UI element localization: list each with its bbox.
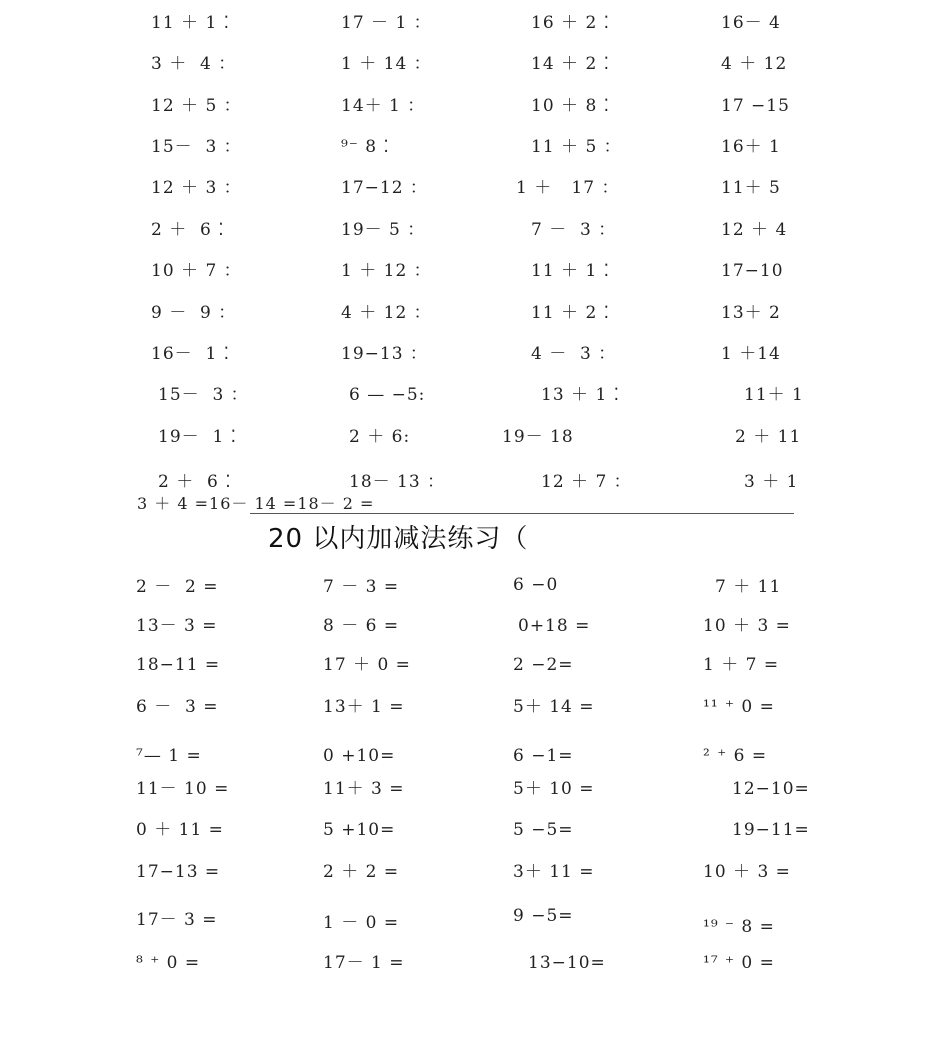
problem: 17 ＋ 0 =	[323, 655, 411, 675]
problem: 0+18 =	[518, 616, 591, 636]
problem: ⁹⁻ 8 ⁚	[341, 137, 390, 157]
problem: 14＋ 1 ：	[341, 96, 426, 116]
problem: 17−13 =	[136, 862, 221, 882]
problem: ⁷— 1 =	[136, 746, 202, 766]
problem: 3 ＋ 4 ：	[151, 54, 237, 74]
problem: 16 ＋ 2 ⁚	[531, 13, 611, 33]
problem: 7 － 3 ：	[531, 220, 617, 240]
problem: 16－ 4	[721, 13, 781, 33]
problem: 7 － 3 =	[323, 577, 400, 597]
problem: 6 −0	[513, 575, 559, 595]
problem: 4 ＋ 12 ：	[341, 303, 432, 323]
problem: 11 ＋ 5 ：	[531, 137, 622, 157]
problem: 12 ＋ 5 ：	[151, 96, 242, 116]
problem: 15－ 3 ：	[151, 137, 242, 157]
problem: 5＋ 10 =	[513, 779, 595, 799]
problem: 17－ 3 =	[136, 910, 218, 930]
problem: 12 ＋ 7 ：	[541, 472, 632, 492]
problem: 11 ＋ 1 ⁚	[531, 261, 611, 281]
problem: 17－ 1 =	[323, 953, 405, 973]
problem: 13－ 3 =	[136, 616, 218, 636]
overlap-line: 3 ＋ 4 =16－ 14 =18－ 2 =	[137, 494, 375, 513]
problem: 2 ＋ 6:	[349, 427, 411, 447]
problem: ¹⁹ ⁻ 8 =	[703, 917, 775, 937]
problem: 1 ＋ 14 ：	[341, 54, 432, 74]
problem: 19－ 18	[502, 427, 574, 447]
problem: 17−12 ：	[341, 178, 428, 198]
problem: 1 － 0 =	[323, 913, 400, 933]
section-title: 20 以内加减法练习（	[268, 524, 529, 554]
problem: 11＋ 1	[744, 385, 804, 405]
problem: ² ⁺ 6 =	[703, 746, 768, 766]
problem: 2 － 2 =	[136, 577, 219, 597]
problem: 18－ 13 ：	[349, 472, 446, 492]
problem: 11＋ 5	[721, 178, 781, 198]
problem: 3 ＋ 1	[744, 472, 799, 492]
problem: 12 ＋ 4	[721, 220, 788, 240]
problem: 8 － 6 =	[323, 616, 400, 636]
problem: 0 ＋ 11 =	[136, 820, 224, 840]
problem: 5 +10=	[323, 820, 396, 840]
problem: 0 +10=	[323, 746, 396, 766]
problem: 13−10=	[528, 953, 606, 973]
problem: 18−11 =	[136, 655, 221, 675]
problem: ¹⁷ ⁺ 0 =	[703, 953, 775, 973]
problem: 1 ＋14	[721, 344, 781, 364]
problem: 2 −2=	[513, 655, 574, 675]
problem: 13＋ 1 =	[323, 697, 405, 717]
problem: 6 － 3 =	[136, 697, 219, 717]
problem: 7 ＋ 11	[715, 577, 782, 597]
problem: 6 −1=	[513, 746, 574, 766]
problem: 10 ＋ 7 ：	[151, 261, 242, 281]
divider-line	[250, 513, 794, 514]
problem: 2 ＋ 6 ⁚	[151, 220, 225, 240]
problem: ⁸ ⁺ 0 =	[136, 953, 201, 973]
problem: 6 — −5:	[349, 385, 426, 405]
problem: 9 － 9 ：	[151, 303, 237, 323]
problem: 11 ＋ 1 ⁚	[151, 13, 231, 33]
problem: 5 −5=	[513, 820, 574, 840]
problem: 5＋ 14 =	[513, 697, 595, 717]
problem: 1 ＋ 17 ：	[516, 178, 620, 198]
problem: 4 ＋ 12	[721, 54, 788, 74]
problem: 11 ＋ 2 ⁚	[531, 303, 611, 323]
problem: 3＋ 11 =	[513, 862, 595, 882]
problem: 19－ 5 ：	[341, 220, 426, 240]
problem: 12−10=	[732, 779, 810, 799]
problem: 16－ 1 ⁚	[151, 344, 231, 364]
problem: 16＋ 1	[721, 137, 781, 157]
problem: 10 ＋ 3 =	[703, 616, 791, 636]
problem: 19－ 1 ⁚	[158, 427, 238, 447]
problem: 2 ＋ 6 ⁚	[158, 472, 232, 492]
problem: 14 ＋ 2 ⁚	[531, 54, 611, 74]
problem: 19−13 ：	[341, 344, 428, 364]
problem: 15－ 3 ：	[158, 385, 249, 405]
problem: 11－ 10 =	[136, 779, 230, 799]
problem: 12 ＋ 3 ：	[151, 178, 242, 198]
problem: 4 － 3 ：	[531, 344, 617, 364]
problem: 17−10	[721, 261, 784, 281]
problem: 13＋ 2	[721, 303, 781, 323]
problem: ¹¹ ⁺ 0 =	[703, 697, 775, 717]
problem: 10 ＋ 8 ⁚	[531, 96, 611, 116]
problem: 17 － 1 ：	[341, 13, 432, 33]
problem: 19−11=	[732, 820, 810, 840]
problem: 17 −15	[721, 96, 790, 116]
problem: 1 ＋ 7 =	[703, 655, 780, 675]
problem: 9 −5=	[513, 906, 574, 926]
problem: 13 ＋ 1 ⁚	[541, 385, 621, 405]
problem: 2 ＋ 11	[735, 427, 802, 447]
problem: 1 ＋ 12 ：	[341, 261, 432, 281]
problem: 11＋ 3 =	[323, 779, 405, 799]
problem: 2 ＋ 2 =	[323, 862, 400, 882]
problem: 10 ＋ 3 =	[703, 862, 791, 882]
